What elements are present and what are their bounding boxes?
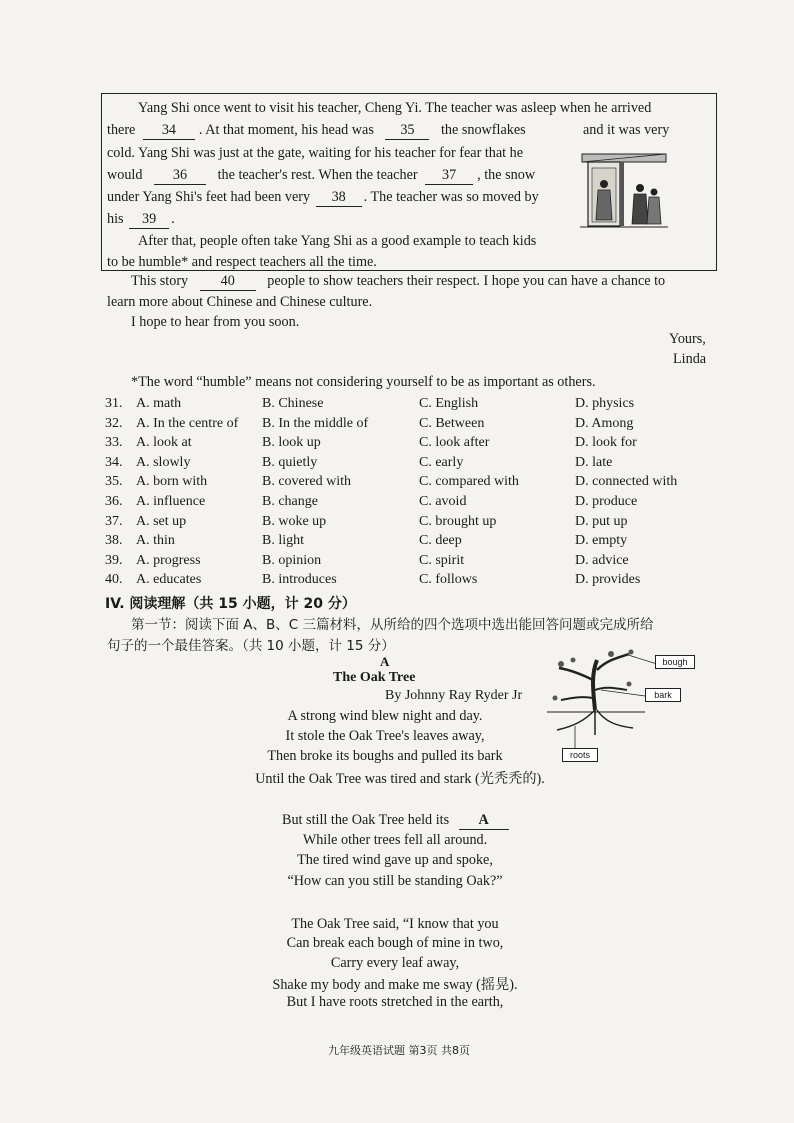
option-a: A. educates: [136, 572, 202, 588]
question-number: 33.: [105, 435, 123, 451]
story-line-6: his 39 .: [107, 211, 175, 227]
option-c: C. early: [419, 454, 464, 470]
option-a: A. set up: [136, 513, 187, 529]
option-d: D. provides: [575, 572, 641, 588]
poem-author: By Johnny Ray Ryder Jr: [385, 688, 523, 703]
option-a: A. thin: [136, 533, 175, 549]
option-d: D. look for: [575, 435, 637, 451]
option-c: C. look after: [419, 435, 490, 451]
label-roots: roots: [562, 748, 598, 762]
poem-line: A strong wind blew night and day.: [287, 708, 483, 724]
option-b: B. quietly: [262, 454, 318, 470]
poem-line: The tired wind gave up and spoke,: [297, 852, 493, 868]
blank-35: 35: [385, 122, 429, 140]
story-line-8: to be humble* and respect teachers all the time.: [107, 254, 377, 270]
story-line-5: under Yang Shi's feet had been very 38 . The teacher was so moved by: [107, 189, 539, 205]
footnote: *The word “humble” means not considering yourself to be as important as others.: [131, 374, 596, 390]
story-line-7: After that, people often take Yang Shi as a good example to teach kids: [138, 233, 537, 249]
poem-line: But I have roots stretched in the earth,: [286, 994, 504, 1010]
option-b: B. Chinese: [262, 396, 324, 411]
option-d: D. physics: [575, 396, 635, 411]
closing-wish: I hope to hear from you soon.: [131, 314, 300, 330]
label-bough: bough: [655, 655, 695, 669]
option-c: C. deep: [419, 533, 462, 549]
option-d: D. late: [575, 454, 613, 470]
option-d: D. advice: [575, 552, 629, 568]
option-b: B. change: [262, 494, 318, 509]
option-d: D. Among: [575, 415, 634, 431]
question-number: 32.: [105, 415, 123, 431]
poem-line: Can break each bough of mine in two,: [286, 935, 504, 951]
story-summary-line-2: learn more about Chinese and Chinese culture.: [107, 294, 373, 310]
story-line-4: would 36 the teacher's rest. When the teacher 37 , the snow: [107, 167, 536, 183]
option-c: C. English: [419, 396, 479, 411]
poem-line: “How can you still be standing Oak?”: [287, 873, 503, 889]
poem-line: While other trees fell all around.: [302, 832, 488, 848]
option-c: C. brought up: [419, 513, 497, 529]
section-instruction-2: 句子的一个最佳答案。（共 10 小题，计 15 分）: [107, 638, 395, 654]
label-bark: bark: [645, 688, 681, 702]
story-line-3: cold. Yang Shi was just at the gate, waiting for his teacher for fear that he: [107, 145, 524, 161]
story-line-2: there 34 . At that moment, his head was 35 the snowflakes: [107, 122, 526, 138]
closing: Yours,: [669, 331, 706, 347]
option-b: B. opinion: [262, 552, 322, 568]
option-a: A. math: [136, 396, 182, 411]
question-number: 40.: [105, 572, 123, 588]
question-number: 39.: [105, 552, 123, 568]
signature: Linda: [673, 351, 707, 367]
question-number: 38.: [105, 533, 123, 549]
option-a: A. progress: [136, 552, 201, 568]
option-c: C. avoid: [419, 494, 467, 509]
option-a: A. In the centre of: [136, 415, 239, 431]
option-a: A. slowly: [136, 454, 191, 470]
question-number: 31.: [105, 396, 123, 411]
blank-34: 34: [143, 122, 195, 140]
question-number: 36.: [105, 494, 123, 509]
blank-a: A: [459, 812, 509, 830]
option-b: B. woke up: [262, 513, 327, 529]
question-number: 34.: [105, 454, 123, 470]
option-b: B. covered with: [262, 474, 352, 490]
blank-36: 36: [154, 167, 206, 185]
poem-line: It stole the Oak Tree's leaves away,: [285, 728, 485, 744]
question-number: 37.: [105, 513, 123, 529]
blank-40: 40: [200, 273, 256, 291]
story-summary-line-1: This story 40 people to show teachers their respect. I hope you can have a chance to: [131, 273, 666, 289]
option-b: B. introduces: [262, 572, 337, 588]
passage-label: A: [380, 654, 390, 669]
page-footer: 九年级英语试题 第3页 共8页: [328, 1044, 470, 1057]
question-number: 35.: [105, 474, 123, 490]
option-d: D. put up: [575, 513, 628, 529]
option-c: C. spirit: [419, 552, 465, 568]
option-c: C. follows: [419, 572, 478, 588]
poem-line: Shake my body and make me sway (摇晃).: [272, 977, 518, 993]
poem-title: The Oak Tree: [333, 670, 416, 685]
blank-39: 39: [129, 211, 169, 229]
option-a: A. influence: [136, 494, 206, 509]
poem-line: Carry every leaf away,: [330, 955, 460, 971]
poem-line-blank: But still the Oak Tree held its A: [282, 812, 509, 830]
option-b: B. light: [262, 533, 305, 549]
option-d: D. empty: [575, 533, 628, 549]
option-b: B. look up: [262, 435, 321, 451]
story-line-2-end: and it was very: [583, 122, 670, 138]
option-d: D. produce: [575, 494, 638, 509]
blank-38: 38: [316, 189, 362, 207]
poem-line: The Oak Tree said, “I know that you: [291, 916, 499, 932]
story-line-1: Yang Shi once went to visit his teacher, Cheng Yi. The teacher was asleep when he arrived: [138, 100, 652, 116]
blank-37: 37: [425, 167, 473, 185]
option-d: D. connected with: [575, 474, 678, 490]
poem-line: Then broke its boughs and pulled its bark: [267, 748, 503, 764]
option-b: B. In the middle of: [262, 415, 369, 431]
poem-line: Until the Oak Tree was tired and stark (光秃秃的).: [255, 771, 545, 787]
section-heading: IV. 阅读理解（共 15 小题，计 20 分）: [105, 596, 356, 612]
option-c: C. Between: [419, 415, 485, 431]
option-a: A. look at: [136, 435, 192, 451]
option-c: C. compared with: [419, 474, 519, 490]
yang-shi-illustration: [580, 150, 668, 230]
option-a: A. born with: [136, 474, 208, 490]
section-instruction-1: 第一节：阅读下面 A、B、C 三篇材料，从所给的四个选项中选出能回答问题或完成所给: [131, 617, 654, 633]
